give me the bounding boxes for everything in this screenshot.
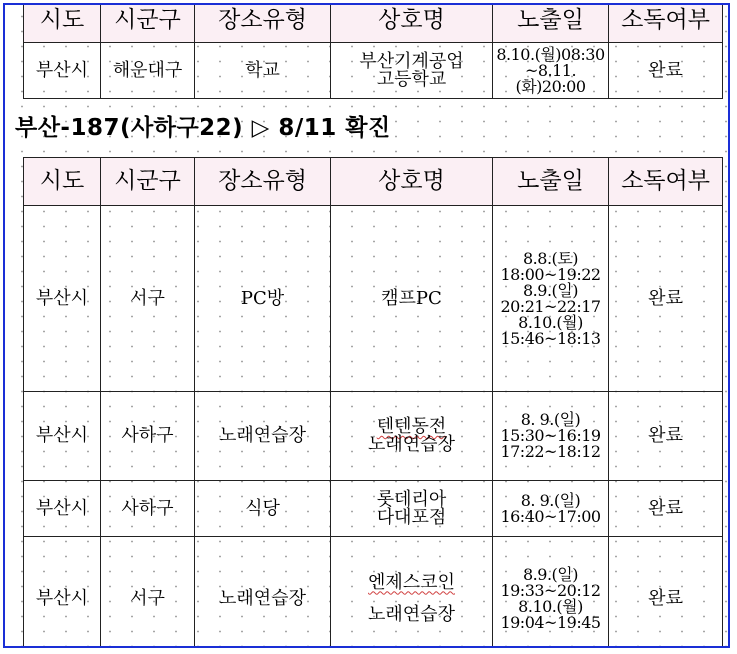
cell-place-type: 학교 (195, 43, 331, 99)
header-place-type: 장소유형 (195, 158, 331, 206)
business-name-line: 노래연습장 (368, 434, 455, 455)
cell-business-name: 캠프PC (331, 206, 493, 392)
main-table (23, 157, 723, 648)
cell-exposure-date (493, 537, 609, 649)
cell-sigungu: 서구 (101, 537, 195, 649)
cell-sido: 부산시 (24, 481, 101, 537)
exposure-date-line: 8.10.(월)08:30 (496, 44, 605, 64)
exposure-date-line: ~8.11.(화)20:00 (515, 60, 586, 96)
header-business-name: 상호명 (331, 3, 493, 43)
cell-exposure-date (493, 481, 609, 537)
exposure-date-line: 8. 9.(일) (520, 490, 581, 510)
business-name-line: 다대포점 (376, 506, 447, 528)
table-row (24, 537, 723, 649)
table-row (24, 481, 723, 537)
business-name-line: 엔제스코인 (368, 571, 455, 593)
cell-disinfection: 완료 (609, 206, 723, 392)
header-disinfection: 소독여부 (609, 158, 723, 206)
cell-sido: 부산시 (24, 392, 101, 481)
business-name-line: 고등학교 (376, 68, 447, 90)
cell-sido: 부산시 (24, 537, 101, 649)
cell-sigungu: 사하구 (101, 392, 195, 481)
business-name-line: 텐텐동전 (376, 416, 447, 437)
exposure-date-line: 15:46~18:13 (500, 328, 601, 348)
exposure-date-line: 8.9.(일) (523, 564, 578, 584)
cell-sigungu: 서구 (101, 206, 195, 392)
header-exposure-date: 노출일 (493, 3, 609, 43)
exposure-date-line: 8.10.(월) (518, 596, 583, 616)
exposure-date-line: 19:33~20:12 (500, 580, 601, 600)
header-exposure-date: 노출일 (493, 158, 609, 206)
exposure-date-line: 8.8.(토) (523, 248, 578, 268)
exposure-date-line: 15:30~16:19 (500, 426, 601, 445)
top-table-header-row (24, 3, 723, 43)
header-sigungu: 시군구 (101, 3, 195, 43)
header-sido: 시도 (24, 158, 101, 206)
main-table-header-row (24, 158, 723, 206)
table-row (24, 43, 723, 99)
exposure-date-line: 8. 9.(일) (520, 410, 581, 429)
document-frame (3, 3, 730, 648)
exposure-date-line: 19:04~19:45 (500, 612, 601, 632)
exposure-date-line: 17:22~18:12 (500, 442, 601, 461)
table-row (24, 206, 723, 392)
cell-disinfection: 완료 (609, 43, 723, 99)
exposure-date-line: 8.10.(월) (518, 312, 583, 332)
cell-business-name (331, 43, 493, 99)
header-place-type: 장소유형 (195, 3, 331, 43)
cell-sido: 부산시 (24, 206, 101, 392)
cell-sigungu: 사하구 (101, 481, 195, 537)
cell-exposure-date (493, 43, 609, 99)
header-business-name: 상호명 (331, 158, 493, 206)
cell-disinfection: 완료 (609, 481, 723, 537)
exposure-date-line: 8.9.(일) (523, 280, 578, 300)
cell-place-type: 식당 (195, 481, 331, 537)
cell-business-name (331, 537, 493, 649)
business-name-line: 노래연습장 (368, 603, 455, 625)
exposure-date-line: 16:40~17:00 (500, 506, 601, 526)
cell-exposure-date (493, 206, 609, 392)
cell-disinfection: 완료 (609, 392, 723, 481)
cell-place-type: 노래연습장 (195, 392, 331, 481)
business-name-line: 롯데리아 (376, 488, 447, 510)
header-disinfection: 소독여부 (609, 3, 723, 43)
top-table (23, 3, 723, 99)
cell-sido: 부산시 (24, 43, 101, 99)
cell-sigungu: 해운대구 (101, 43, 195, 99)
cell-business-name (331, 481, 493, 537)
cell-business-name (331, 392, 493, 481)
exposure-date-line: 20:21~22:17 (500, 296, 601, 316)
header-sido: 시도 (24, 3, 101, 43)
cell-disinfection: 완료 (609, 537, 723, 649)
cell-place-type: 노래연습장 (195, 537, 331, 649)
business-name-line: 부산기계공업 (359, 50, 464, 72)
cell-exposure-date (493, 392, 609, 481)
section-title: 부산-187(사하구22) ▷ 8/11 확진 (15, 115, 391, 141)
cell-place-type: PC방 (195, 206, 331, 392)
exposure-date-line: 18:00~19:22 (500, 264, 601, 284)
table-row (24, 392, 723, 481)
header-sigungu: 시군구 (101, 158, 195, 206)
